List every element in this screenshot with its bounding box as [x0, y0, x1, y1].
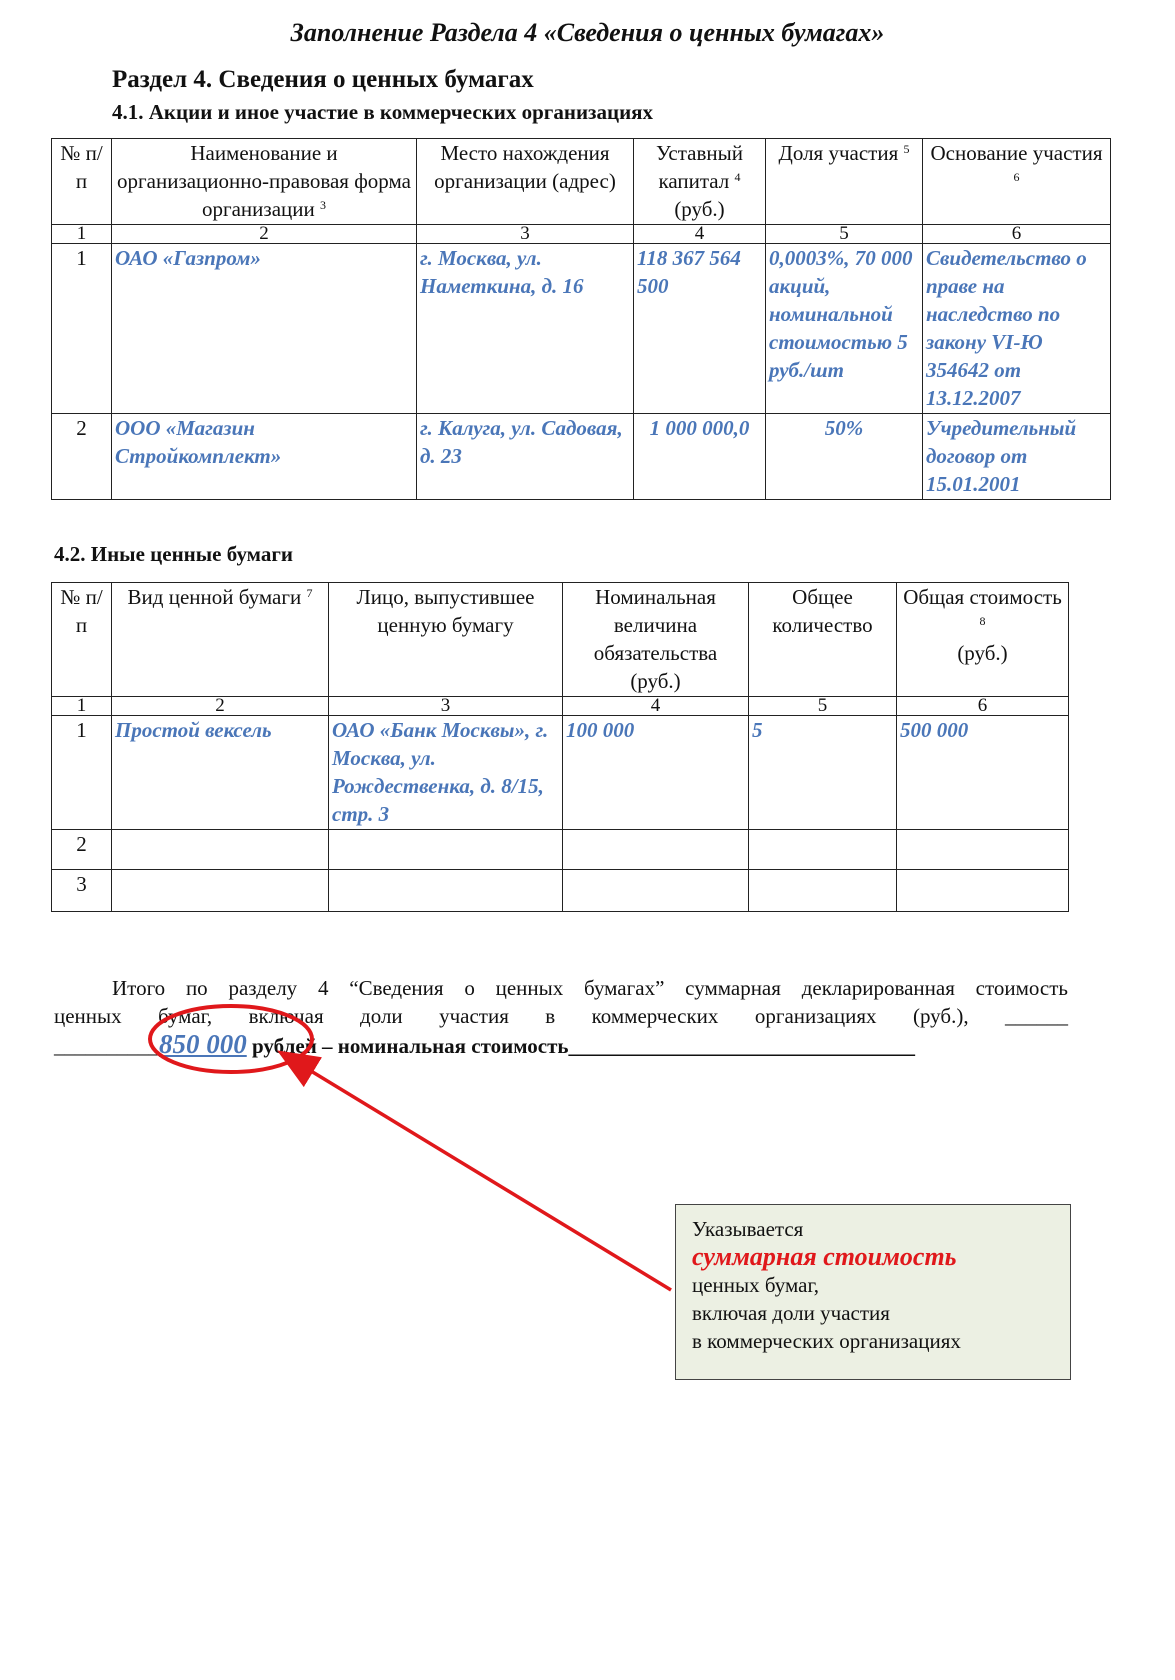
section-title: Раздел 4. Сведения о ценных бумагах	[112, 66, 534, 93]
header-cell: № п/п	[52, 583, 112, 697]
column-number: 3	[417, 225, 634, 244]
callout-line-1: Указывается	[692, 1217, 804, 1241]
total-suffix: рублей – номинальная стоимость	[246, 1034, 569, 1058]
column-number: 3	[329, 697, 563, 716]
header-cell: Основание участия $^6$	[923, 139, 1111, 225]
total-quantity: 5	[749, 716, 897, 830]
total-blank-suffix: _________________________________	[568, 1034, 916, 1058]
participation-basis: Свидетельство о праве на наследство по закону VI-Ю 354642 от 13.12.2007	[923, 244, 1111, 414]
organization-address: г. Калуга, ул. Садовая, д. 23	[417, 414, 634, 500]
header-cell: Место нахождения организации (адрес)	[417, 139, 634, 225]
header-cell: Общая стоимость $^8$ (руб.)	[897, 583, 1069, 697]
column-number: 4	[634, 225, 766, 244]
callout-line-3: ценных бумаг,	[692, 1273, 819, 1297]
column-number: 4	[563, 697, 749, 716]
callout-line-4: включая доли участия	[692, 1301, 890, 1325]
header-cell: Уставный капитал $^4$ (руб.)	[634, 139, 766, 225]
security-type: Простой вексель	[112, 716, 329, 830]
header-cell: Доля участия $^5$	[766, 139, 923, 225]
document-title: Заполнение Раздела 4 «Сведения о ценных бумагах»	[290, 18, 885, 47]
column-number: 1	[52, 225, 112, 244]
participation-share: 0,0003%, 70 000 акций, номинальной стоимостью 5 руб./шт	[766, 244, 923, 414]
column-number: 6	[923, 225, 1111, 244]
column-number: 5	[749, 697, 897, 716]
header-cell: Номинальная величина обязательства (руб.)	[563, 583, 749, 697]
column-number: 2	[112, 697, 329, 716]
authorized-capital: 1 000 000,0	[634, 414, 766, 500]
row-number: 2	[52, 830, 112, 870]
row-number: 2	[52, 414, 112, 500]
subsection-4-1-title: 4.1. Акции и иное участие в коммерческих организациях	[112, 100, 654, 124]
participation-share: 50%	[766, 414, 923, 500]
header-cell: Лицо, выпустившее ценную бумагу	[329, 583, 563, 697]
header-cell: № п/п	[52, 139, 112, 225]
header-cell: Общее количество	[749, 583, 897, 697]
organization-address: г. Москва, ул. Наметкина, д. 16	[417, 244, 634, 414]
column-number: 6	[897, 697, 1069, 716]
total-amount: 850 000	[159, 1029, 247, 1059]
participation-basis: Учредительный договор от 15.01.2001	[923, 414, 1111, 500]
column-number: 1	[52, 697, 112, 716]
callout-arrow	[283, 1054, 671, 1290]
total-value: 500 000	[897, 716, 1069, 830]
callout-line-5: в коммерческих организациях	[692, 1329, 961, 1353]
organization-name: ОАО «Газпром»	[112, 244, 417, 414]
column-number: 2	[112, 225, 417, 244]
row-number: 1	[52, 244, 112, 414]
organization-name: ООО «Магазин Стройкомплект»	[112, 414, 417, 500]
header-cell: Вид ценной бумаги $^7$	[112, 583, 329, 697]
header-cell: Наименование и организационно-правовая форма организации $^3$	[112, 139, 417, 225]
total-line-1: Итого по разделу 4 “Сведения о ценных бумагах” суммарная декларированная стоимость	[112, 976, 1068, 1000]
authorized-capital: 118 367 564 500	[634, 244, 766, 414]
row-number: 1	[52, 716, 112, 830]
security-issuer: ОАО «Банк Москвы», г. Москва, ул. Рождественка, д. 8/15, стр. 3	[329, 716, 563, 830]
subsection-4-2-title: 4.2. Иные ценные бумаги	[54, 542, 293, 566]
nominal-value: 100 000	[563, 716, 749, 830]
total-blank-prefix: __________	[54, 1034, 159, 1058]
row-number: 3	[52, 870, 112, 912]
column-number: 5	[766, 225, 923, 244]
total-line-2: ценных бумаг, включая доли участия в коммерческих организациях (руб.), ______	[54, 1004, 1068, 1028]
highlight-ellipse	[150, 1006, 312, 1072]
callout-emphasis: суммарная стоимость	[692, 1242, 957, 1271]
